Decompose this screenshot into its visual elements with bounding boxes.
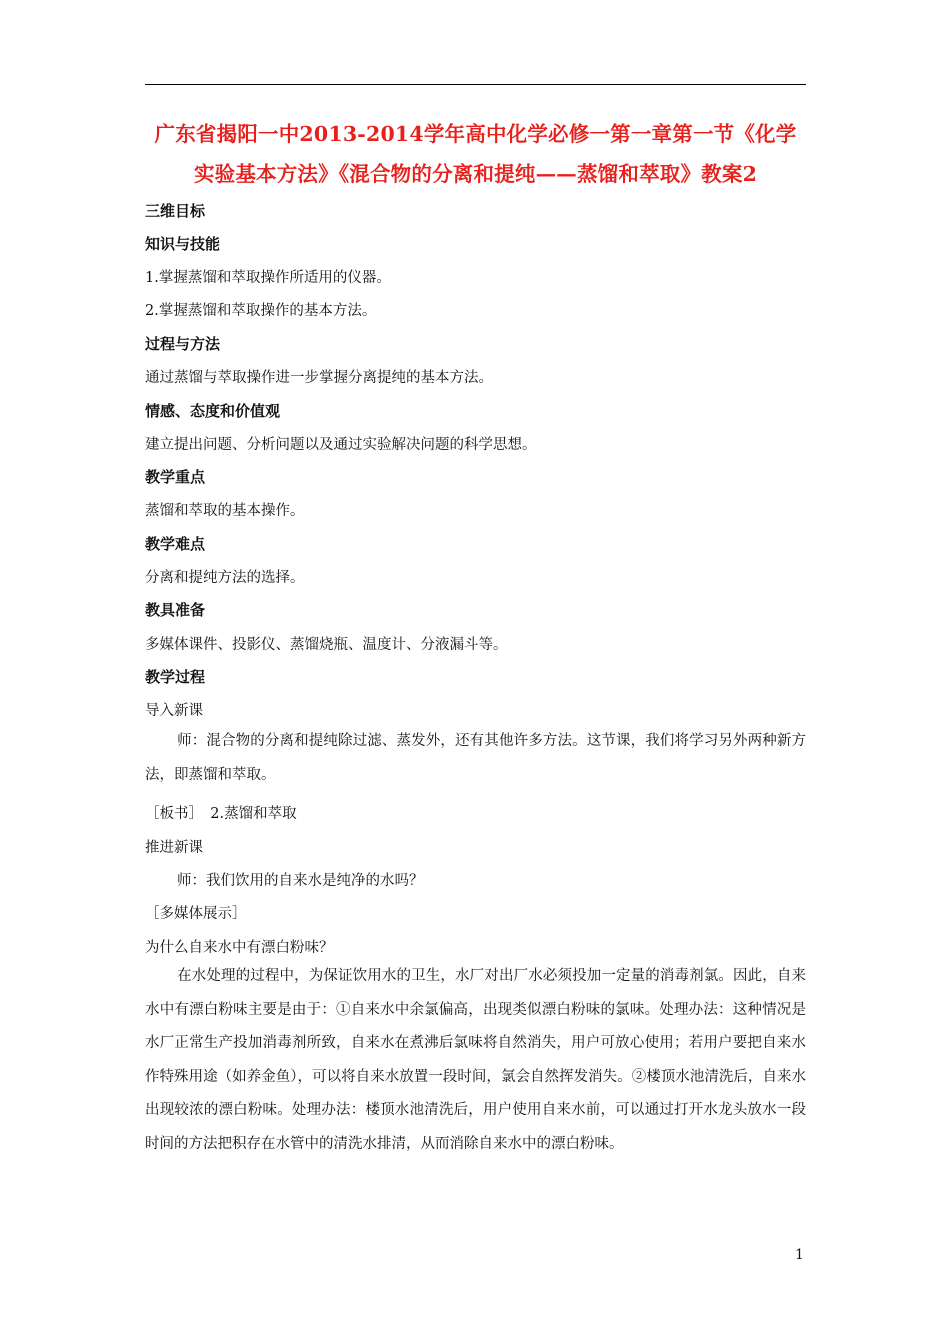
heading-three-dimensional-goals: 三维目标 [145, 202, 206, 220]
goal-item-2: 2.掌握蒸馏和萃取操作的基本方法。 [145, 303, 377, 319]
multimedia-display: ［多媒体展示］ [145, 906, 247, 922]
question-line: 为什么自来水中有漂白粉味？ [145, 940, 334, 956]
intro-new-lesson: 导入新课 [145, 703, 203, 719]
header-rule [145, 84, 806, 85]
teacher-question: 师：我们饮用的自来水是纯净的水吗？ [177, 873, 424, 889]
advance-new-lesson: 推进新课 [145, 840, 203, 856]
page-number: 1 [795, 1247, 804, 1263]
heading-knowledge-skills: 知识与技能 [145, 235, 221, 253]
difficulties-text: 分离和提纯方法的选择。 [145, 570, 305, 586]
teacher-intro-paragraph [145, 725, 806, 792]
heading-difficulties: 教学难点 [145, 535, 206, 553]
process-method-text: 通过蒸馏与萃取操作进一步掌握分离提纯的基本方法。 [145, 370, 493, 386]
heading-key-points: 教学重点 [145, 468, 206, 486]
heading-emotion-values: 情感、态度和价值观 [145, 402, 281, 420]
emotion-values-text: 建立提出问题、分析问题以及通过实验解决问题的科学思想。 [145, 437, 537, 453]
key-points-text: 蒸馏和萃取的基本操作。 [145, 503, 305, 519]
document-title: 广东省揭阳一中2013-2014学年高中化学必修一第一章第一节《化学实验基本方法》《混合物的分离和提纯——蒸馏和萃取》教案2 [154, 122, 797, 186]
teacher-intro-text: 师：混合物的分离和提纯除过滤、蒸发外，还有其他许多方法。这节课，我们将学习另外两种新方法，即蒸馏和萃取。 [145, 733, 806, 783]
goal-item-1: 1.掌握蒸馏和萃取操作所适用的仪器。 [145, 270, 391, 286]
heading-teaching-process: 教学过程 [145, 668, 206, 686]
heading-process-method: 过程与方法 [145, 335, 221, 353]
blackboard-note: ［板书］ 2.蒸馏和萃取 [145, 806, 297, 822]
heading-teaching-aids: 教具准备 [145, 601, 206, 619]
teaching-aids-text: 多媒体课件、投影仪、蒸馏烧瓶、温度计、分液漏斗等。 [145, 637, 508, 653]
explanation-text: 在水处理的过程中，为保证饮用水的卫生，水厂对出厂水必须投加一定量的消毒剂氯。因此，自来水中有漂白粉味主要是由于：①自来水中余氯偏高，出现类似漂白粉味的氯味。处理办法：这种情况是水厂正常生产投加消毒剂所致，自来水在煮沸后氯味将自然消失，用户可放心使用；若用户要把自来水作特殊用途（如养金鱼），可以将自来水放置一段时间，氯会自然挥发消失。②楼顶水池清洗后，自来水出现较浓的漂白粉味。处理办法：楼顶水池清洗后，用户使用自来水前，可以通过打开水龙头放水一段时间的方法把积存在水管中的清洗水排清，从而消除自来水中的漂白粉味。 [145, 968, 806, 1152]
explanation-paragraph [145, 960, 806, 1161]
